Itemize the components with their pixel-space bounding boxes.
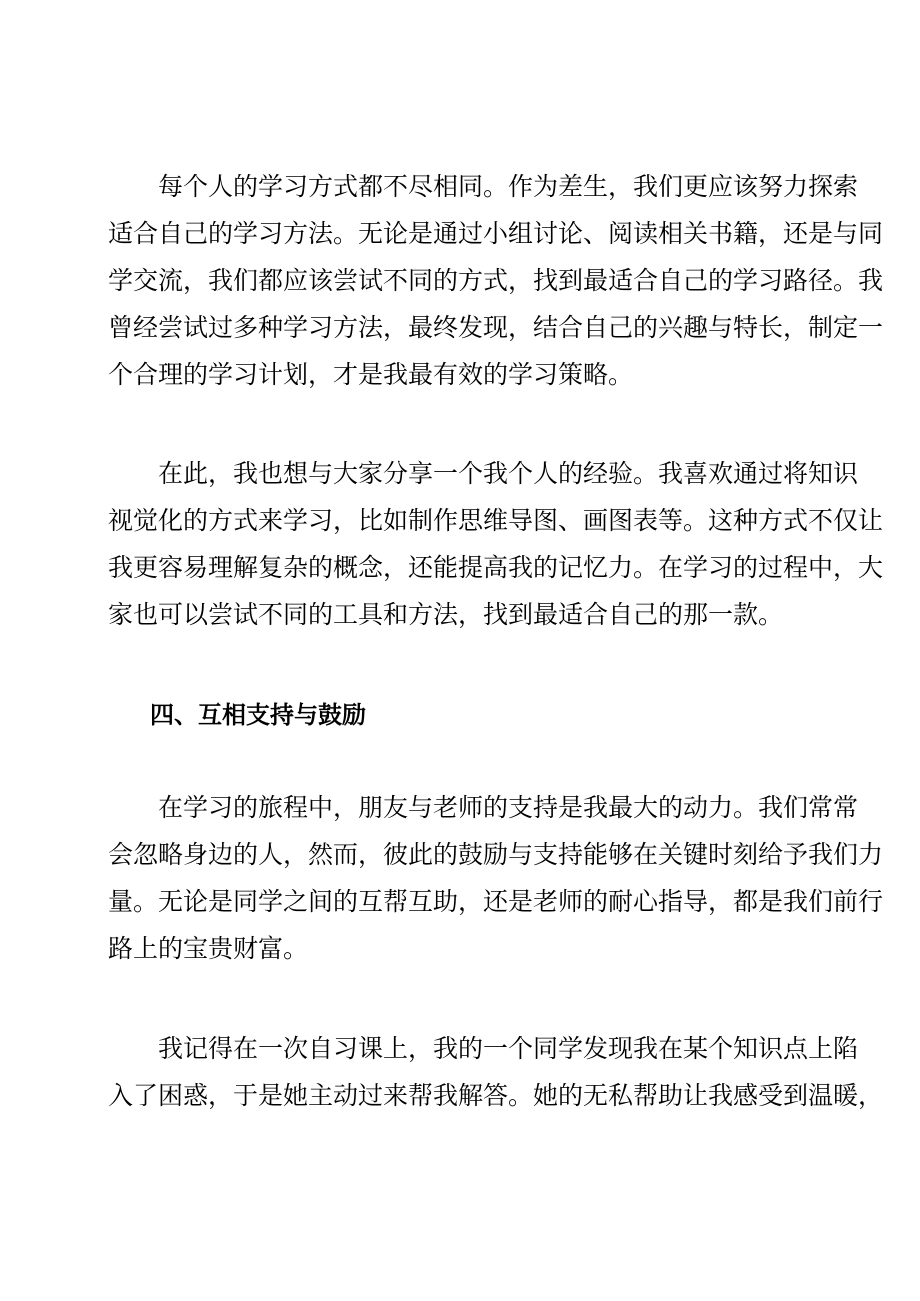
text-line: 每个人的学习方式都不尽相同。作为差生，我们更应该努力探索	[108, 172, 859, 201]
text-line: 适合自己的学习方法。无论是通过小组讨论、阅读相关书籍，还是与同	[108, 219, 884, 248]
text-line: 我更容易理解复杂的概念，还能提高我的记忆力。在学习的过程中，大	[108, 553, 884, 582]
text-line: 曾经尝试过多种学习方法，最终发现，结合自己的兴趣与特长，制定一	[108, 313, 884, 342]
text-line: 会忽略身边的人，然而，彼此的鼓励与支持能够在关键时刻给予我们力	[108, 840, 884, 869]
text-line: 个合理的学习计划，才是我最有效的学习策略。	[108, 360, 634, 389]
paragraph-personal-experience	[108, 450, 884, 638]
text-line: 我记得在一次自习课上，我的一个同学发现我在某个知识点上陷	[108, 1034, 859, 1063]
text-line: 量。无论是同学之间的互帮互助，还是老师的耐心指导，都是我们前行	[108, 887, 884, 916]
paragraph-support	[108, 784, 884, 972]
text-line: 入了困惑，于是她主动过来帮我解答。她的无私帮助让我感受到温暖，	[108, 1081, 884, 1110]
paragraph-study-hall-story	[108, 1025, 884, 1119]
text-line: 家也可以尝试不同的工具和方法，找到最适合自己的那一款。	[108, 600, 784, 629]
paragraph-learning-methods	[108, 163, 884, 398]
section-heading: 四、互相支持与鼓励	[150, 701, 366, 729]
text-line: 路上的宝贵财富。	[108, 934, 309, 963]
text-line: 学交流，我们都应该尝试不同的方式，找到最适合自己的学习路径。我	[108, 266, 884, 295]
text-line: 在此，我也想与大家分享一个我个人的经验。我喜欢通过将知识	[108, 459, 859, 488]
text-line: 在学习的旅程中，朋友与老师的支持是我最大的动力。我们常常	[108, 793, 859, 822]
text-line: 视觉化的方式来学习，比如制作思维导图、画图表等。这种方式不仅让	[108, 506, 884, 535]
